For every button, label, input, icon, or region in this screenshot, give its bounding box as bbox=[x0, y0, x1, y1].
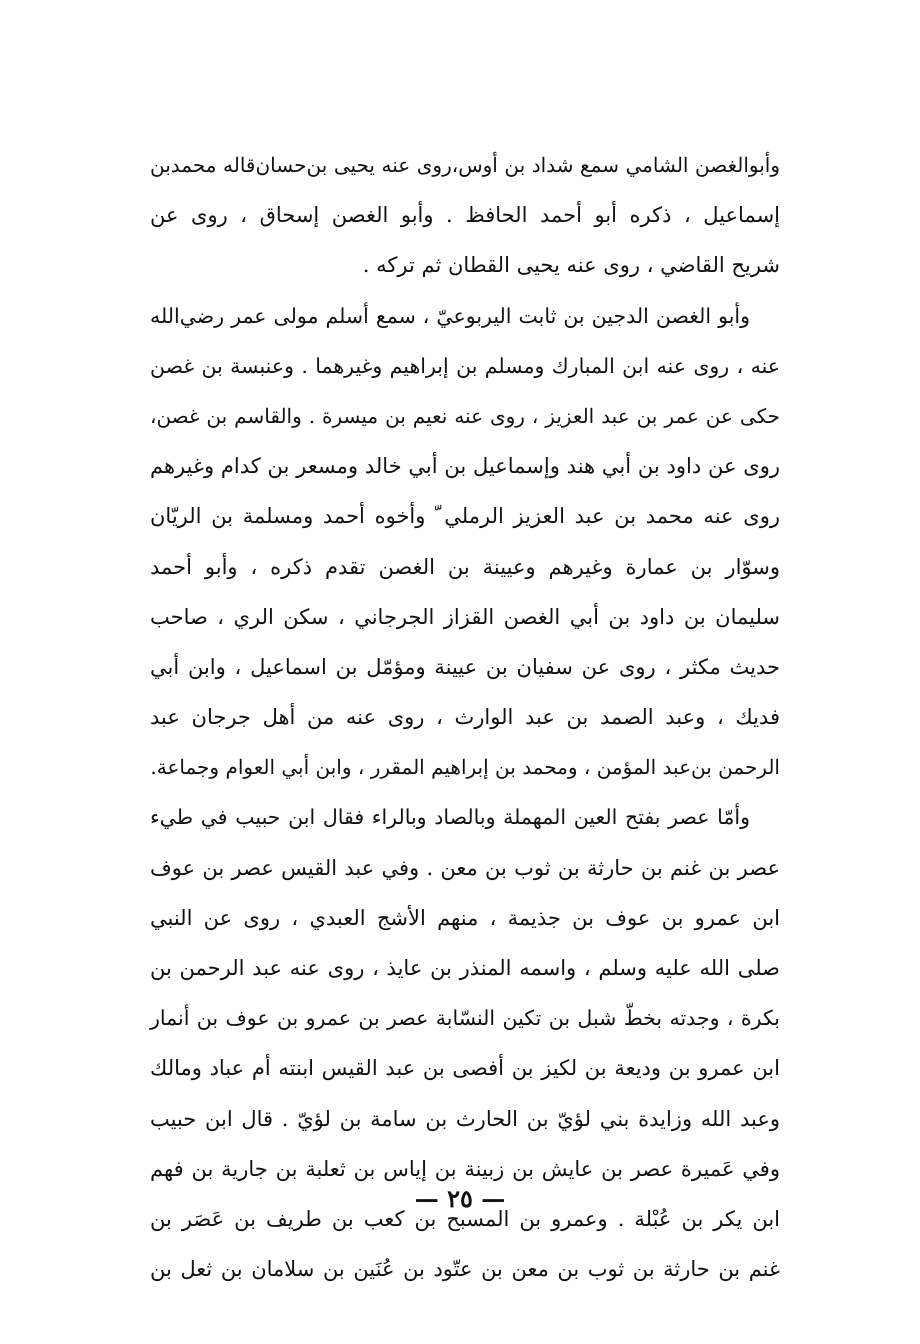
text-line: حديث مكثر ، روى عن سفيان بن عيينة ومؤمّل بن اسماعيل ، وابن أبي bbox=[150, 654, 780, 679]
text-line: حكى عن عمر بن عبد العزيز ، روى عنه نعيم بن ميسرة . والقاسم بن غصن، bbox=[150, 403, 780, 428]
paragraph-abu-alghusn bbox=[150, 140, 780, 291]
text-line: سليمان بن داود بن أبي الغصن القزاز الجرجاني ، سكن الري ، صاحب bbox=[150, 604, 780, 629]
paragraph-asr bbox=[150, 792, 780, 1294]
text-line: وعبد الله وزايدة بني لؤيّ بن الحارث بن سامة بن لؤيّ . قال ابن حبيب bbox=[150, 1106, 780, 1131]
text-line: فديك ، وعبد الصمد بن عبد الوارث ، روى عنه من أهل جرجان عبد bbox=[150, 705, 780, 730]
text-line: صلى الله عليه وسلم ، واسمه المنذر بن عايذ ، روى عنه عبد الرحمن بن bbox=[150, 956, 780, 980]
text-line: وأمّا عصر بفتح العين المهملة وبالصاد وبالراء فقال ابن حبيب في طيء bbox=[150, 805, 750, 830]
page-body bbox=[150, 140, 780, 1294]
text-line: عنه ، روى عنه ابن المبارك ومسلم بن إبراهيم وغيرهما . وعنبسة بن غصن bbox=[150, 353, 780, 378]
text-line: ابن يكر بن عُبْلة . وعمرو بن المسبح بن كعب بن طريف بن عَصَر بن bbox=[150, 1206, 780, 1231]
text-line: عصر بن غنم بن حارثة بن ثوب بن معن . وفي عبد القيس عصر بن عوف bbox=[150, 855, 780, 880]
page-number: — ٢٥ — bbox=[414, 1184, 506, 1213]
text-line: وفي عَميرة عصر بن عايش بن زبينة بن إياس بن ثعلبة بن جارية بن فهم bbox=[150, 1156, 780, 1181]
text-line: وأبوالغصن الشامي سمع شداد بن أوس،روى عنه يحيى بن‌حسان‌قاله محمدبن bbox=[150, 153, 780, 177]
text-line: وأبو الغصن الدجين بن ثابت اليربوعيّ ، سمع أسلم مولى عمر رضي‌الله bbox=[150, 303, 750, 328]
text-line: بكرة ، وجدته بخطّ شبل بن تكين النسّابة عصر بن عمرو بن عوف بن أنمار bbox=[150, 1006, 780, 1031]
text-line: إسماعيل ، ذكره أبو أحمد الحافظ . وأبو الغصن إسحاق ، روى عن bbox=[150, 203, 780, 228]
text-line: روى عن داود بن أبي هند وإسماعيل بن أبي خالد ومسعر بن كدام وغيرهم bbox=[150, 454, 780, 479]
text-line: الرحمن بن‌عبد المؤمن ، ومحمد بن إبراهيم المقرر ، وابن أبي العوام وجماعة. bbox=[150, 755, 780, 780]
text-line: روى عنه محمد بن عبد العزيز الرملي ّ وأخوه أحمد ومسلمة بن الريّان bbox=[150, 504, 780, 529]
text-line: ابن عمرو بن عوف بن جذيمة ، منهم الأشج العبدي ، روى عن النبي bbox=[150, 905, 780, 930]
text-line: شريح القاضي ، روى عنه يحيى القطان ثم تركه . bbox=[362, 253, 780, 278]
text-line: غنم بن حارثة بن ثوب بن معن بن عتّود بن عُنَين بن سلامان بن ثعل بن bbox=[150, 1257, 780, 1282]
text-line: وسوّار بن عمارة وغيرهم وعيينة بن الغصن تقدم ذكره ، وأبو أحمد bbox=[150, 554, 780, 579]
paragraph-aldujayn bbox=[150, 291, 780, 793]
text-line: ابن عمرو بن وديعة بن لكيز بن أفصى بن عبد القيس ابنته أم عباد ومالك bbox=[150, 1056, 780, 1081]
